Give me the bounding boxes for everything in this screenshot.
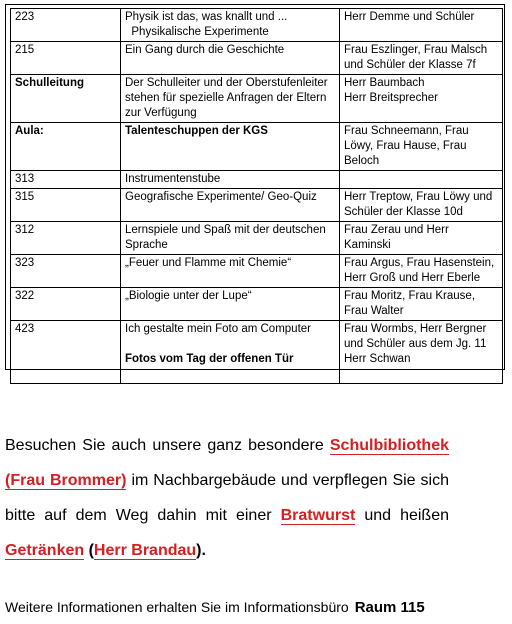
schedule-frame — [5, 4, 505, 370]
people-line: Herr Breitsprecher — [344, 92, 438, 104]
table-row — [11, 288, 503, 321]
room-cell: 313 — [15, 173, 35, 185]
room-cell: 223 — [15, 11, 35, 23]
people-line: Herr Groß und Herr Eberle — [344, 272, 481, 284]
people-line: Frau Wormbs, Herr Bergner — [344, 323, 487, 335]
activity-line: Der Schulleiter und der Oberstufenleiter — [125, 77, 328, 89]
activity-line: Ein Gang durch die Geschichte — [125, 44, 285, 56]
room-cell: 215 — [15, 44, 35, 56]
activity-line: Sprache — [125, 239, 168, 251]
activity-line: „Feuer und Flamme mit Chemie“ — [125, 257, 292, 269]
activity-line: Lernspiele und Spaß mit der deutschen — [125, 224, 326, 236]
schedule-table — [10, 8, 503, 384]
info-room: Raum 115 — [354, 599, 425, 616]
librarian-highlight: (Frau Brommer) — [5, 472, 127, 489]
people-line: Frau Eszlinger, Frau Malsch — [344, 44, 488, 56]
activity-line: stehen für spezielle Anfragen der Eltern — [125, 92, 327, 104]
activity-line: Instrumentenstube — [125, 173, 221, 185]
table-row — [11, 189, 503, 222]
people-line: Herr Baumbach — [344, 77, 425, 89]
room-cell: 322 — [15, 290, 35, 302]
table-row — [11, 222, 503, 255]
info-footer — [5, 599, 425, 616]
table-row — [11, 171, 503, 189]
activity-line: „Biologie unter der Lupe“ — [125, 290, 252, 302]
people-line: Frau Schneemann, Frau — [344, 125, 469, 137]
people-line: Schüler der Klasse 10d — [344, 206, 463, 218]
activity-line: Talenteschuppen der KGS — [125, 125, 268, 137]
activity-line: Fotos vom Tag der offenen Tür — [125, 353, 294, 365]
room-cell: 315 — [15, 191, 35, 203]
info-text: Weitere Informationen erhalten Sie im Informationsbüro — [5, 599, 349, 615]
activity-line: Physik ist das, was knallt und ... — [125, 11, 288, 23]
room-cell: 423 — [15, 323, 35, 335]
people-line: Frau Walter — [344, 305, 404, 317]
activity-line: zur Verfügung — [125, 107, 197, 119]
vendor-highlight: Herr Brandau — [93, 542, 197, 559]
people-line: Löwy, Frau Hause, Frau — [344, 140, 467, 152]
paragraph-text: im Nachbargebäude und verpflegen Sie sich bitte auf dem Weg dahin mit einer — [5, 472, 450, 524]
people-line: und Schüler der Klasse 7f — [344, 59, 476, 71]
room-cell: 323 — [15, 257, 35, 269]
table-row — [11, 321, 503, 384]
paragraph-text: und heißen — [355, 507, 450, 524]
people-line: und Schüler aus dem Jg. 11 — [344, 338, 487, 350]
room-cell: Schulleitung — [15, 77, 84, 89]
room-cell: Aula: — [15, 125, 44, 137]
people-line: Herr Schwan — [344, 353, 411, 365]
people-line: Beloch — [344, 155, 380, 167]
table-row — [11, 75, 503, 123]
people-line: Frau Moritz, Frau Krause, — [344, 290, 476, 302]
activity-line: Physikalische Experimente — [125, 26, 269, 38]
table-row — [11, 123, 503, 171]
people-line: Frau Argus, Frau Hasenstein, — [344, 257, 495, 269]
paragraph-text: Besuchen Sie auch unsere ganz besondere — [5, 437, 330, 454]
activity-line: Ich gestalte mein Foto am Computer — [125, 323, 311, 335]
people-line: Herr Treptow, Frau Löwy und — [344, 191, 493, 203]
people-line: Frau Zerau und Herr Kaminski — [344, 224, 449, 251]
activity-line: Geografische Experimente/ Geo-Quiz — [125, 191, 317, 203]
bratwurst-highlight: Bratwurst — [280, 507, 356, 524]
info-paragraph: Besuchen Sie auch unsere ganz besondere Schulbibliothek (Frau Brommer) im Nachbargebäude und verpflegen Sie sich bitte auf dem Weg dahin mit einer Bratwurst und heißen Getränken (Herr Brandau). — [5, 437, 450, 559]
drinks-highlight: Getränken — [5, 542, 85, 559]
people-line: Herr Demme und Schüler — [344, 11, 475, 23]
table-row — [11, 42, 503, 75]
library-highlight: Schulbibliothek — [329, 437, 449, 454]
table-row — [11, 255, 503, 288]
table-row — [11, 9, 503, 42]
room-cell: 312 — [15, 224, 35, 236]
